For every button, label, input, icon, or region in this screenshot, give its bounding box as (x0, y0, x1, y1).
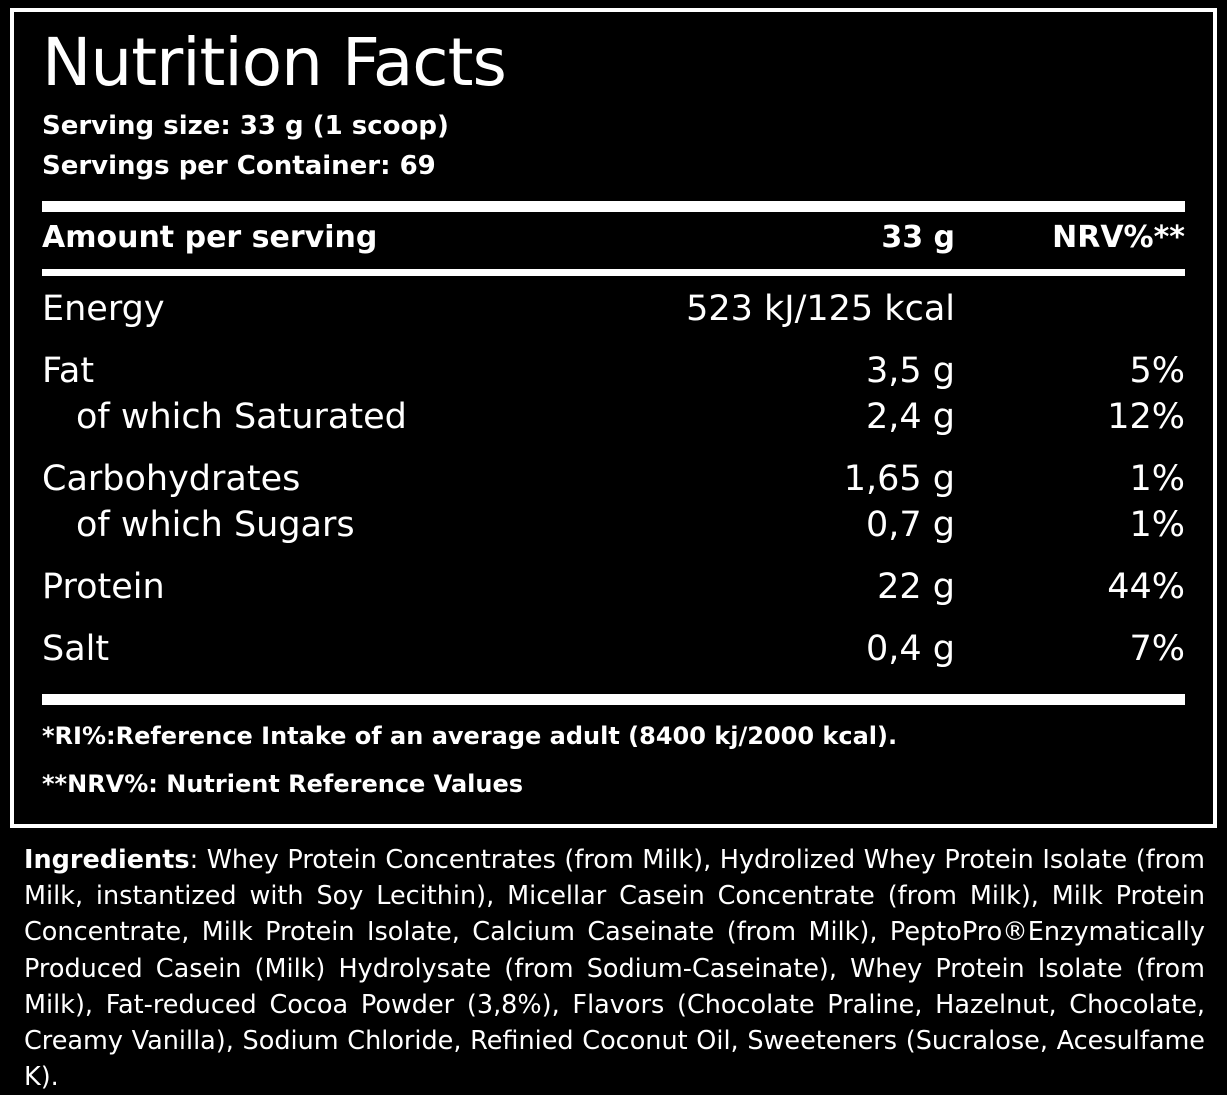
ingredients-text: Whey Protein Concentrates (from Milk), Hydrolized Whey Protein Isolate (from Milk, instantized with Soy Lecithin), Micellar Casein Concentrate (from Milk), Milk Protein Concentrate, Milk Protein Isolate, Calcium Caseinate (from Milk), PeptoPro®Enzymatically Produced Casein (Milk) Hydrolysate (from Sodium-Caseinate), Whey Protein Isolate (from Milk), Fat-reduced Cocoa Powder (3,8%), Flavors (Chocolate Praline, Hazelnut, Chocolate, Creamy Vanilla), Sodium Chloride, Refinied Coconut Oil, Sweeteners (Sucralose, Acesulfame K). (24, 845, 1205, 1093)
footnote-ri: *RI%:Reference Intake of an average adult (8400 kj/2000 kcal). (42, 721, 898, 750)
page-title: Nutrition Facts (42, 24, 506, 101)
divider-under-header (42, 269, 1185, 276)
row-label: Salt (42, 628, 110, 669)
header-amount-column: 33 g (881, 219, 955, 255)
row-label: of which Saturated (76, 396, 407, 437)
row-nrv: 7% (1129, 628, 1185, 669)
row-nrv: 1% (1129, 458, 1185, 499)
spacer (38, 610, 1189, 626)
divider-thick-top (42, 201, 1185, 212)
table-row (38, 286, 1189, 332)
table-row (38, 348, 1189, 394)
row-label: Carbohydrates (42, 458, 301, 499)
ingredients-heading: Ingredients (24, 845, 190, 875)
row-label: Energy (42, 288, 165, 329)
row-amount: 0,4 g (865, 628, 955, 669)
table-row (38, 394, 1189, 440)
row-label: Fat (42, 350, 95, 391)
footnote-nrv: **NRV%: Nutrient Reference Values (42, 769, 524, 798)
row-label: of which Sugars (76, 504, 355, 545)
table-row (38, 502, 1189, 548)
servings-per-container-text: Servings per Container: 69 (42, 151, 436, 182)
serving-size-text: Serving size: 33 g (1 scoop) (42, 111, 449, 141)
row-nrv: 12% (1107, 396, 1185, 437)
row-amount: 3,5 g (865, 350, 955, 391)
row-label: Protein (42, 566, 165, 607)
row-nrv: 1% (1129, 504, 1185, 545)
row-amount: 2,4 g (865, 396, 955, 437)
row-amount: 523 kJ/125 kcal (686, 288, 955, 329)
spacer (38, 440, 1189, 456)
table-row (38, 456, 1189, 502)
table-row (38, 564, 1189, 610)
spacer (38, 332, 1189, 348)
row-nrv: 44% (1107, 566, 1185, 607)
row-amount: 22 g (877, 566, 955, 607)
table-row (38, 626, 1189, 672)
ingredients-separator: : (189, 845, 199, 875)
row-nrv: 5% (1129, 350, 1185, 391)
spacer (38, 276, 1189, 286)
divider-thick-bottom (42, 694, 1185, 705)
row-amount: 1,65 g (843, 458, 955, 499)
ingredients-paragraph (24, 842, 1205, 1095)
header-amount-per-serving: Amount per serving (42, 219, 378, 255)
row-amount: 0,7 g (865, 504, 955, 545)
nutrition-panel (10, 8, 1217, 828)
header-nrv-column: NRV%** (1052, 219, 1185, 255)
table-header-row (38, 212, 1189, 261)
spacer (38, 548, 1189, 564)
